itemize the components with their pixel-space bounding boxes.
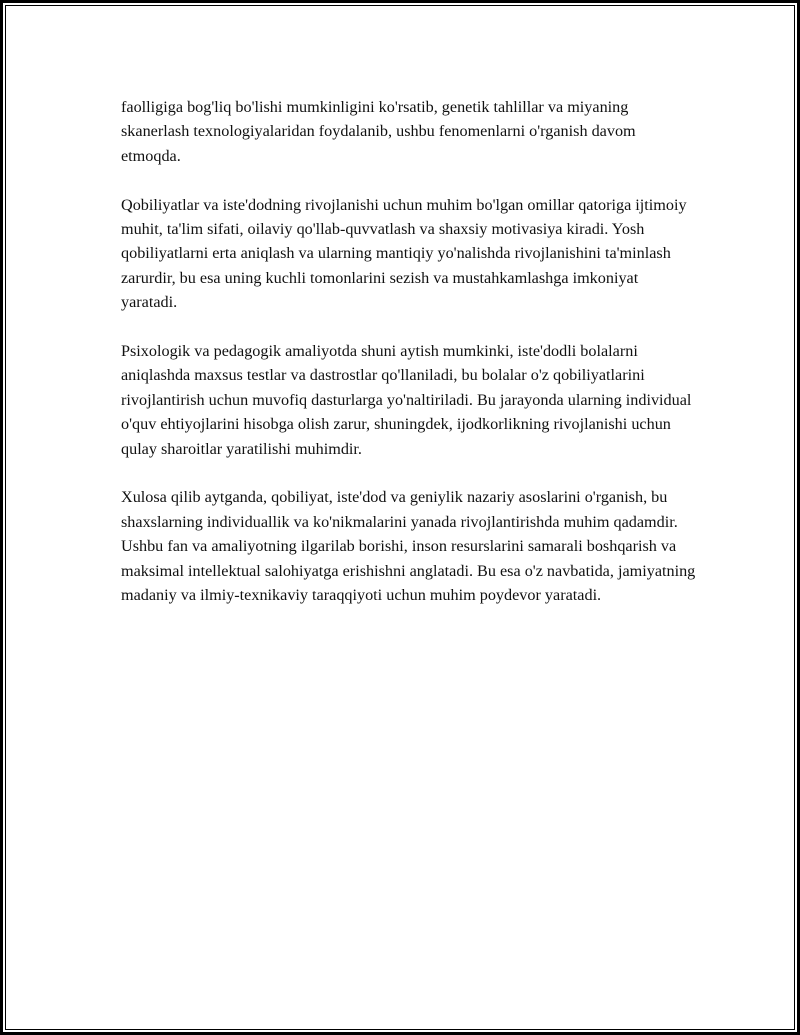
paragraph-3: Psixologik va pedagogik amaliyotda shuni aytish mumkinki, iste'dodli bolalarni aniqlashda maxsus testlar va dastrostlar qo'llaniladi, bu bolalar o'z qobiliyatlarini rivojlantirish uchun muvofiq dasturlarga yo'naltiriladi. Bu jarayonda ularning individual o'quv ehtiyojlarini hisobga olish zarur, shuningdek, ijodkorlikning rivojlanishi uchun qulay sharoitlar yaratilishi muhimdir. bbox=[121, 342, 692, 458]
paragraph-4: Xulosa qilib aytganda, qobiliyat, iste'dod va geniylik nazariy asoslarini o'rganish, bu shaxslarning individuallik va ko'nikmalarini yanada rivojlantirishda muhim qadamdir. Ushbu fan va amaliyotning ilgarilab borishi, inson resurslarini samarali boshqarish va maksimal intellektual salohiyatga erishishni anglatadi. Bu esa o'z navbatida, jamiyatning madaniy va ilmiy-texnikaviy taraqqiyoti uchun muhim poydevor yaratadi. bbox=[121, 488, 696, 605]
paragraph-2: Qobiliyatlar va iste'dodning rivojlanishi uchun muhim bo'lgan omillar qatoriga ijtimoiy muhit, ta'lim sifati, oilaviy qo'llab-quvvatlash va shaxsiy motivasiya kiradi. Yosh qobiliyatlarni erta aniqlash va ularning mantiqiy yo'nalishda rivojlanishini ta'minlash zarurdir, bu esa uning kuchli tomonlarini sezish va mustahkamlashga imkoniyat yaratadi. bbox=[121, 195, 687, 312]
paragraph-1: faolligiga bog'liq bo'lishi mumkinligini ko'rsatib, genetik tahlillar va miyaning skanerlash texnologiyalaridan foydalanib, ushbu fenomenlarni o'rganish davom etmoqda. bbox=[121, 98, 636, 165]
document-body bbox=[121, 95, 696, 607]
